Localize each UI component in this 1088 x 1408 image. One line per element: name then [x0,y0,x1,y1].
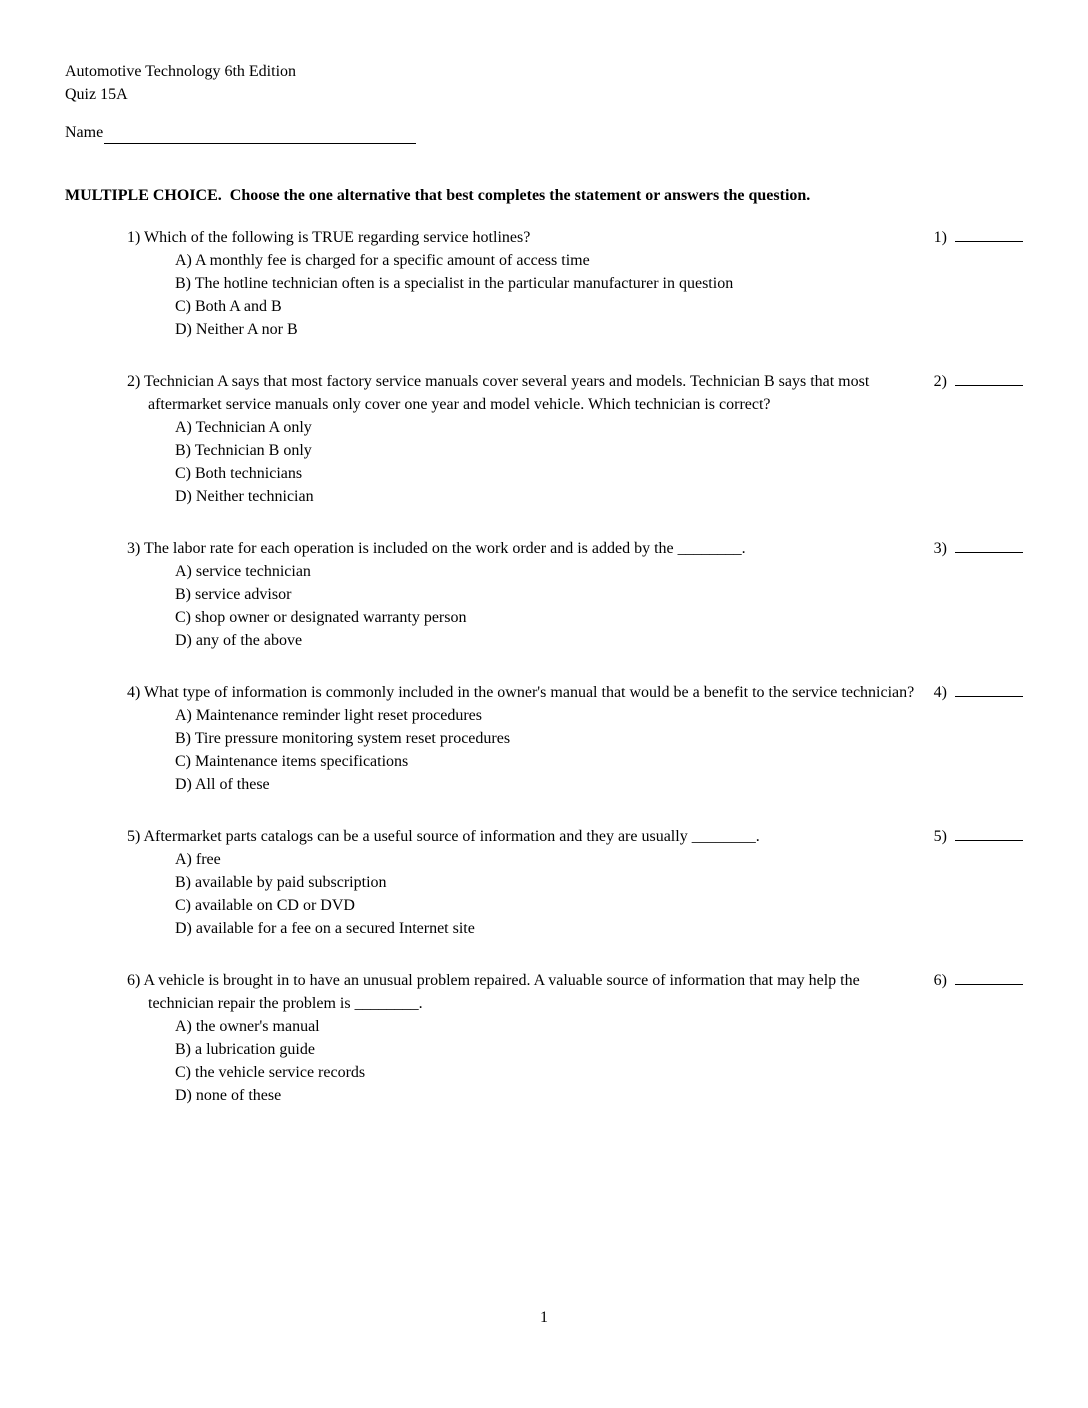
option-line: D) Neither A nor B [175,321,298,338]
question-number: 5) [127,828,141,845]
option-line: B) available by paid subscription [175,874,387,891]
page-number: 1 [540,1309,548,1326]
question-text [127,226,917,249]
answer-field [934,370,1023,393]
document-header [65,60,1023,106]
option-line: A) A monthly fee is charged for a specific amount of access time [175,252,590,269]
answer-number: 3) [933,540,947,557]
answer-field [934,825,1023,848]
option-line: D) any of the above [175,632,303,649]
option-line: B) a lubrication guide [175,1041,315,1058]
name-label: Name [65,124,104,141]
options-list [175,1015,1023,1107]
option-line: D) none of these [175,1087,282,1104]
options-list [175,249,1023,341]
name-blank [104,126,416,144]
question-stem: Technician A says that most factory service manuals cover several years and models. Technician B says that most aftermarket service manuals only cover one year and model vehicle. Which technician is correct? [144,373,870,413]
question-number: 4) [127,684,141,701]
option-line: A) the owner's manual [175,1018,320,1035]
option-line: B) The hotline technician often is a specialist in the particular manufacturer in question [175,275,734,292]
option-line: B) Technician B only [175,442,312,459]
answer-field [934,969,1023,992]
option-line: C) Maintenance items specifications [175,753,409,770]
question-block [127,226,1023,341]
question-text [127,969,917,1015]
option-line: D) available for a fee on a secured Internet site [175,920,475,937]
question-number: 2) [127,373,141,390]
answer-number: 6) [933,972,947,989]
question-stem: A vehicle is brought in to have an unusual problem repaired. A valuable source of information that may help the technician repair the problem is ________. [143,972,860,1012]
option-line: C) shop owner or designated warranty person [175,609,467,626]
question-block [127,681,1023,796]
question-block [127,370,1023,508]
question-block [127,537,1023,652]
options-list [175,416,1023,508]
option-line: A) Maintenance reminder light reset procedures [175,707,482,724]
answer-number: 4) [933,684,947,701]
question-text [127,825,917,848]
question-text [127,370,917,416]
question-text [127,681,917,704]
answer-field [934,537,1023,560]
option-line: A) service technician [175,563,311,580]
answer-field [934,226,1023,249]
answer-number: 5) [933,828,947,845]
question-stem: Aftermarket parts catalogs can be a useful source of information and they are usually ________. [143,828,760,845]
options-list [175,704,1023,796]
options-list [175,848,1023,940]
option-line: D) Neither technician [175,488,314,505]
question-stem: What type of information is commonly included in the owner's manual that would be a benefit to the service technician? [144,684,915,701]
name-row [65,121,1023,144]
answer-number: 1) [933,229,947,246]
question-stem: Which of the following is TRUE regarding service hotlines? [144,229,531,246]
answer-blank [955,370,1023,386]
option-line: D) All of these [175,776,270,793]
option-line: B) service advisor [175,586,292,603]
options-list [175,560,1023,652]
option-line: A) Technician A only [175,419,312,436]
answer-field [934,681,1023,704]
answer-blank [955,226,1023,242]
option-line: A) free [175,851,221,868]
section-instruction: MULTIPLE CHOICE. Choose the one alternative that best completes the statement or answers the question. [65,187,811,204]
question-text [127,537,917,560]
answer-blank [955,681,1023,697]
option-line: B) Tire pressure monitoring system reset procedures [175,730,511,747]
answer-blank [955,537,1023,553]
quiz-number: Quiz 15A [65,86,128,103]
document-title: Automotive Technology 6th Edition [65,63,297,80]
option-line: C) the vehicle service records [175,1064,366,1081]
question-number: 6) [127,972,141,989]
option-line: C) Both A and B [175,298,282,315]
question-stem: The labor rate for each operation is included on the work order and is added by the ________. [144,540,746,557]
question-number: 3) [127,540,141,557]
option-line: C) available on CD or DVD [175,897,355,914]
question-block [127,969,1023,1107]
answer-number: 2) [933,373,947,390]
option-line: C) Both technicians [175,465,303,482]
answer-blank [955,969,1023,985]
question-number: 1) [127,229,141,246]
question-block [127,825,1023,940]
answer-blank [955,825,1023,841]
